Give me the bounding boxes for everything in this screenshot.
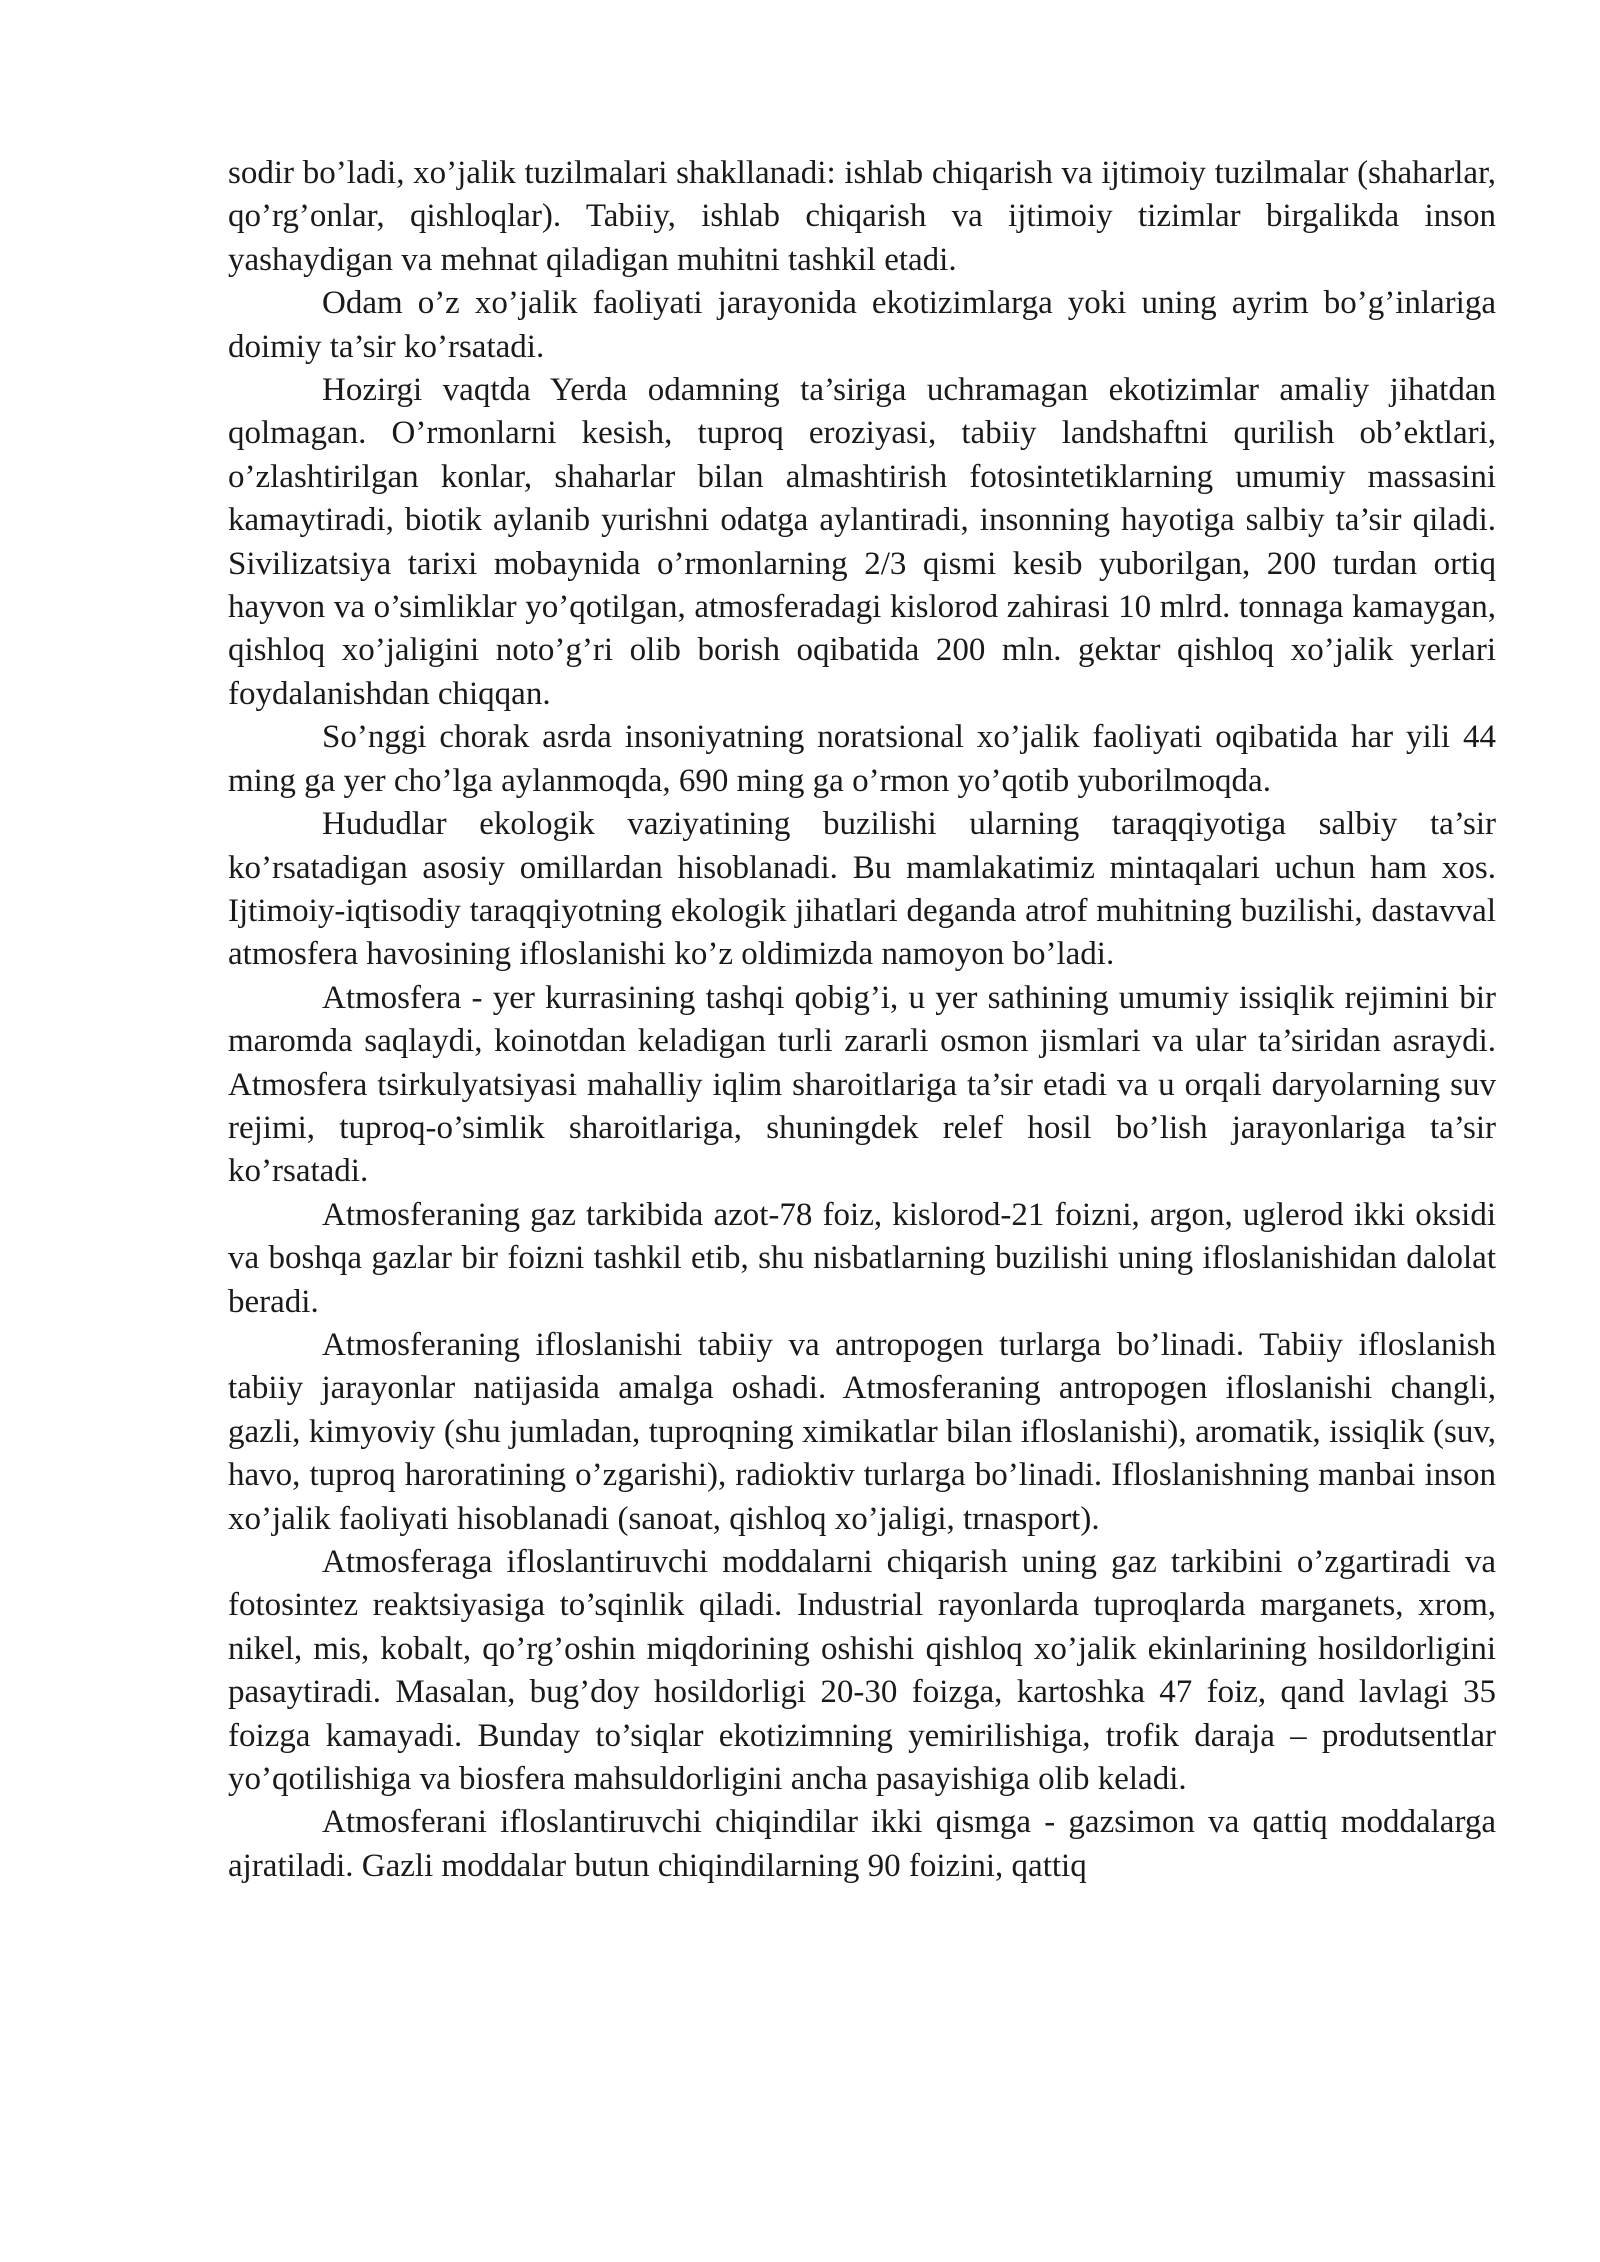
paragraph-9: Atmosferaga ifloslantiruvchi moddalarni chiqarish uning gaz tarkibini o’zgartiradi va fotosintez reaktsiyasiga to’sqinlik qiladi. Industrial rayonlarda tuproqlarda marganets, xrom, nikel, mis, kobalt, qo’rg’oshin miqdorining oshishi qishloq xo’jalik ekinlarining hosildorligini pasaytiradi. Masalan, bug’doy hosildorligi 20-30 foizga, kartoshka 47 foiz, qand lavlagi 35 foizga kamayadi. Bunday to’siqlar ekotizimning yemirilishiga, trofik daraja – produtsentlar yo’qotilishiga va biosfera mahsuldorligini ancha pasayishiga olib keladi. <box>228 1544 1496 1798</box>
paragraph-4: So’nggi chorak asrda insoniyatning noratsional xo’jalik faoliyati oqibatida har yili 44 ming ga yer cho’lga aylanmoqda, 690 ming ga o’rmon yo’qotib yuborilmoqda. <box>228 719 1496 799</box>
document-body <box>228 152 1496 1888</box>
paragraph-3: Hozirgi vaqtda Yerda odamning ta’siriga uchramagan ekotizimlar amaliy jihatdan qolmagan. O’rmonlarni kesish, tuproq eroziyasi, tabiiy landshaftni qurilish ob’ektlari, o’zlashtirilgan konlar, shaharlar bilan almashtirish fotosintetiklarning umumiy massasini kamaytiradi, biotik aylanib yurishni odatga aylantiradi, insonning hayotiga salbiy ta’sir qiladi. Sivilizatsiya tarixi mobaynida o’rmonlarning 2/3 qismi kesib yuborilgan, 200 turdan ortiq hayvon va o’simliklar yo’qotilgan, atmosferadagi kislorod zahirasi 10 mlrd. tonnaga kamaygan, qishloq xo’jaligini noto’g’ri olib borish oqibatida 200 mln. gektar qishloq xo’jalik yerlari foydalanishdan chiqqan. <box>228 372 1496 712</box>
paragraph-2: Odam o’z xo’jalik faoliyati jarayonida ekotizimlarga yoki uning ayrim bo’g’inlariga doimiy ta’sir ko’rsatadi. <box>228 285 1496 365</box>
paragraph-5: Hududlar ekologik vaziyatining buzilishi ularning taraqqiyotiga salbiy ta’sir ko’rsatadigan asosiy omillardan hisoblanadi. Bu mamlakatimiz mintaqalari uchun ham xos. Ijtimoiy-iqtisodiy taraqqiyotning ekologik jihatlari deganda atrof muhitning buzilishi, dastavval atmosfera havosining ifloslanishi ko’z oldimizda namoyon bo’ladi. <box>228 806 1496 973</box>
paragraph-8: Atmosferaning ifloslanishi tabiiy va antropogen turlarga bo’linadi. Tabiiy ifloslanish tabiiy jarayonlar natijasida amalga oshadi. Atmosferaning antropogen ifloslanishi changli, gazli, kimyoviy (shu jumladan, tuproqning ximikatlar bilan ifloslanishi), aromatik, issiqlik (suv, havo, tuproq haroratining o’zgarishi), radioktiv turlarga bo’linadi. Ifloslanishning manbai inson xo’jalik faoliyati hisoblanadi (sanoat, qishloq xo’jaligi, trnasport). <box>228 1326 1496 1537</box>
paragraph-10: Atmosferani ifloslantiruvchi chiqindilar ikki qismga - gazsimon va qattiq moddalarga ajratiladi. Gazli moddalar butun chiqindilarning 90 foizini, qattiq <box>228 1804 1496 1884</box>
paragraph-7: Atmosferaning gaz tarkibida azot-78 foiz, kislorod-21 foizni, argon, uglerod ikki oksidi va boshqa gazlar bir foizni tashkil etib, shu nisbatlarning buzilishi uning ifloslanishidan dalolat beradi. <box>228 1196 1496 1320</box>
paragraph-6: Atmosfera - yer kurrasining tashqi qobig’i, u yer sathining umumiy issiqlik rejimini bir maromda saqlaydi, koinotdan keladigan turli zararli osmon jismlari va ular ta’siridan asraydi. Atmosfera tsirkulyatsiyasi mahalliy iqlim sharoitlariga ta’sir etadi va u orqali daryolarning suv rejimi, tuproq-o’simlik sharoitlariga, shuningdek relef hosil bo’lish jarayonlariga ta’sir ko’rsatadi. <box>228 979 1496 1190</box>
paragraph-1: sodir bo’ladi, xo’jalik tuzilmalari shakllanadi: ishlab chiqarish va ijtimoiy tuzilmalar (shaharlar, qo’rg’onlar, qishloqlar). Tabiiy, ishlab chiqarish va ijtimoiy tizimlar birgalikda inson yashaydigan va mehnat qiladigan muhitni tashkil etadi. <box>228 155 1496 278</box>
